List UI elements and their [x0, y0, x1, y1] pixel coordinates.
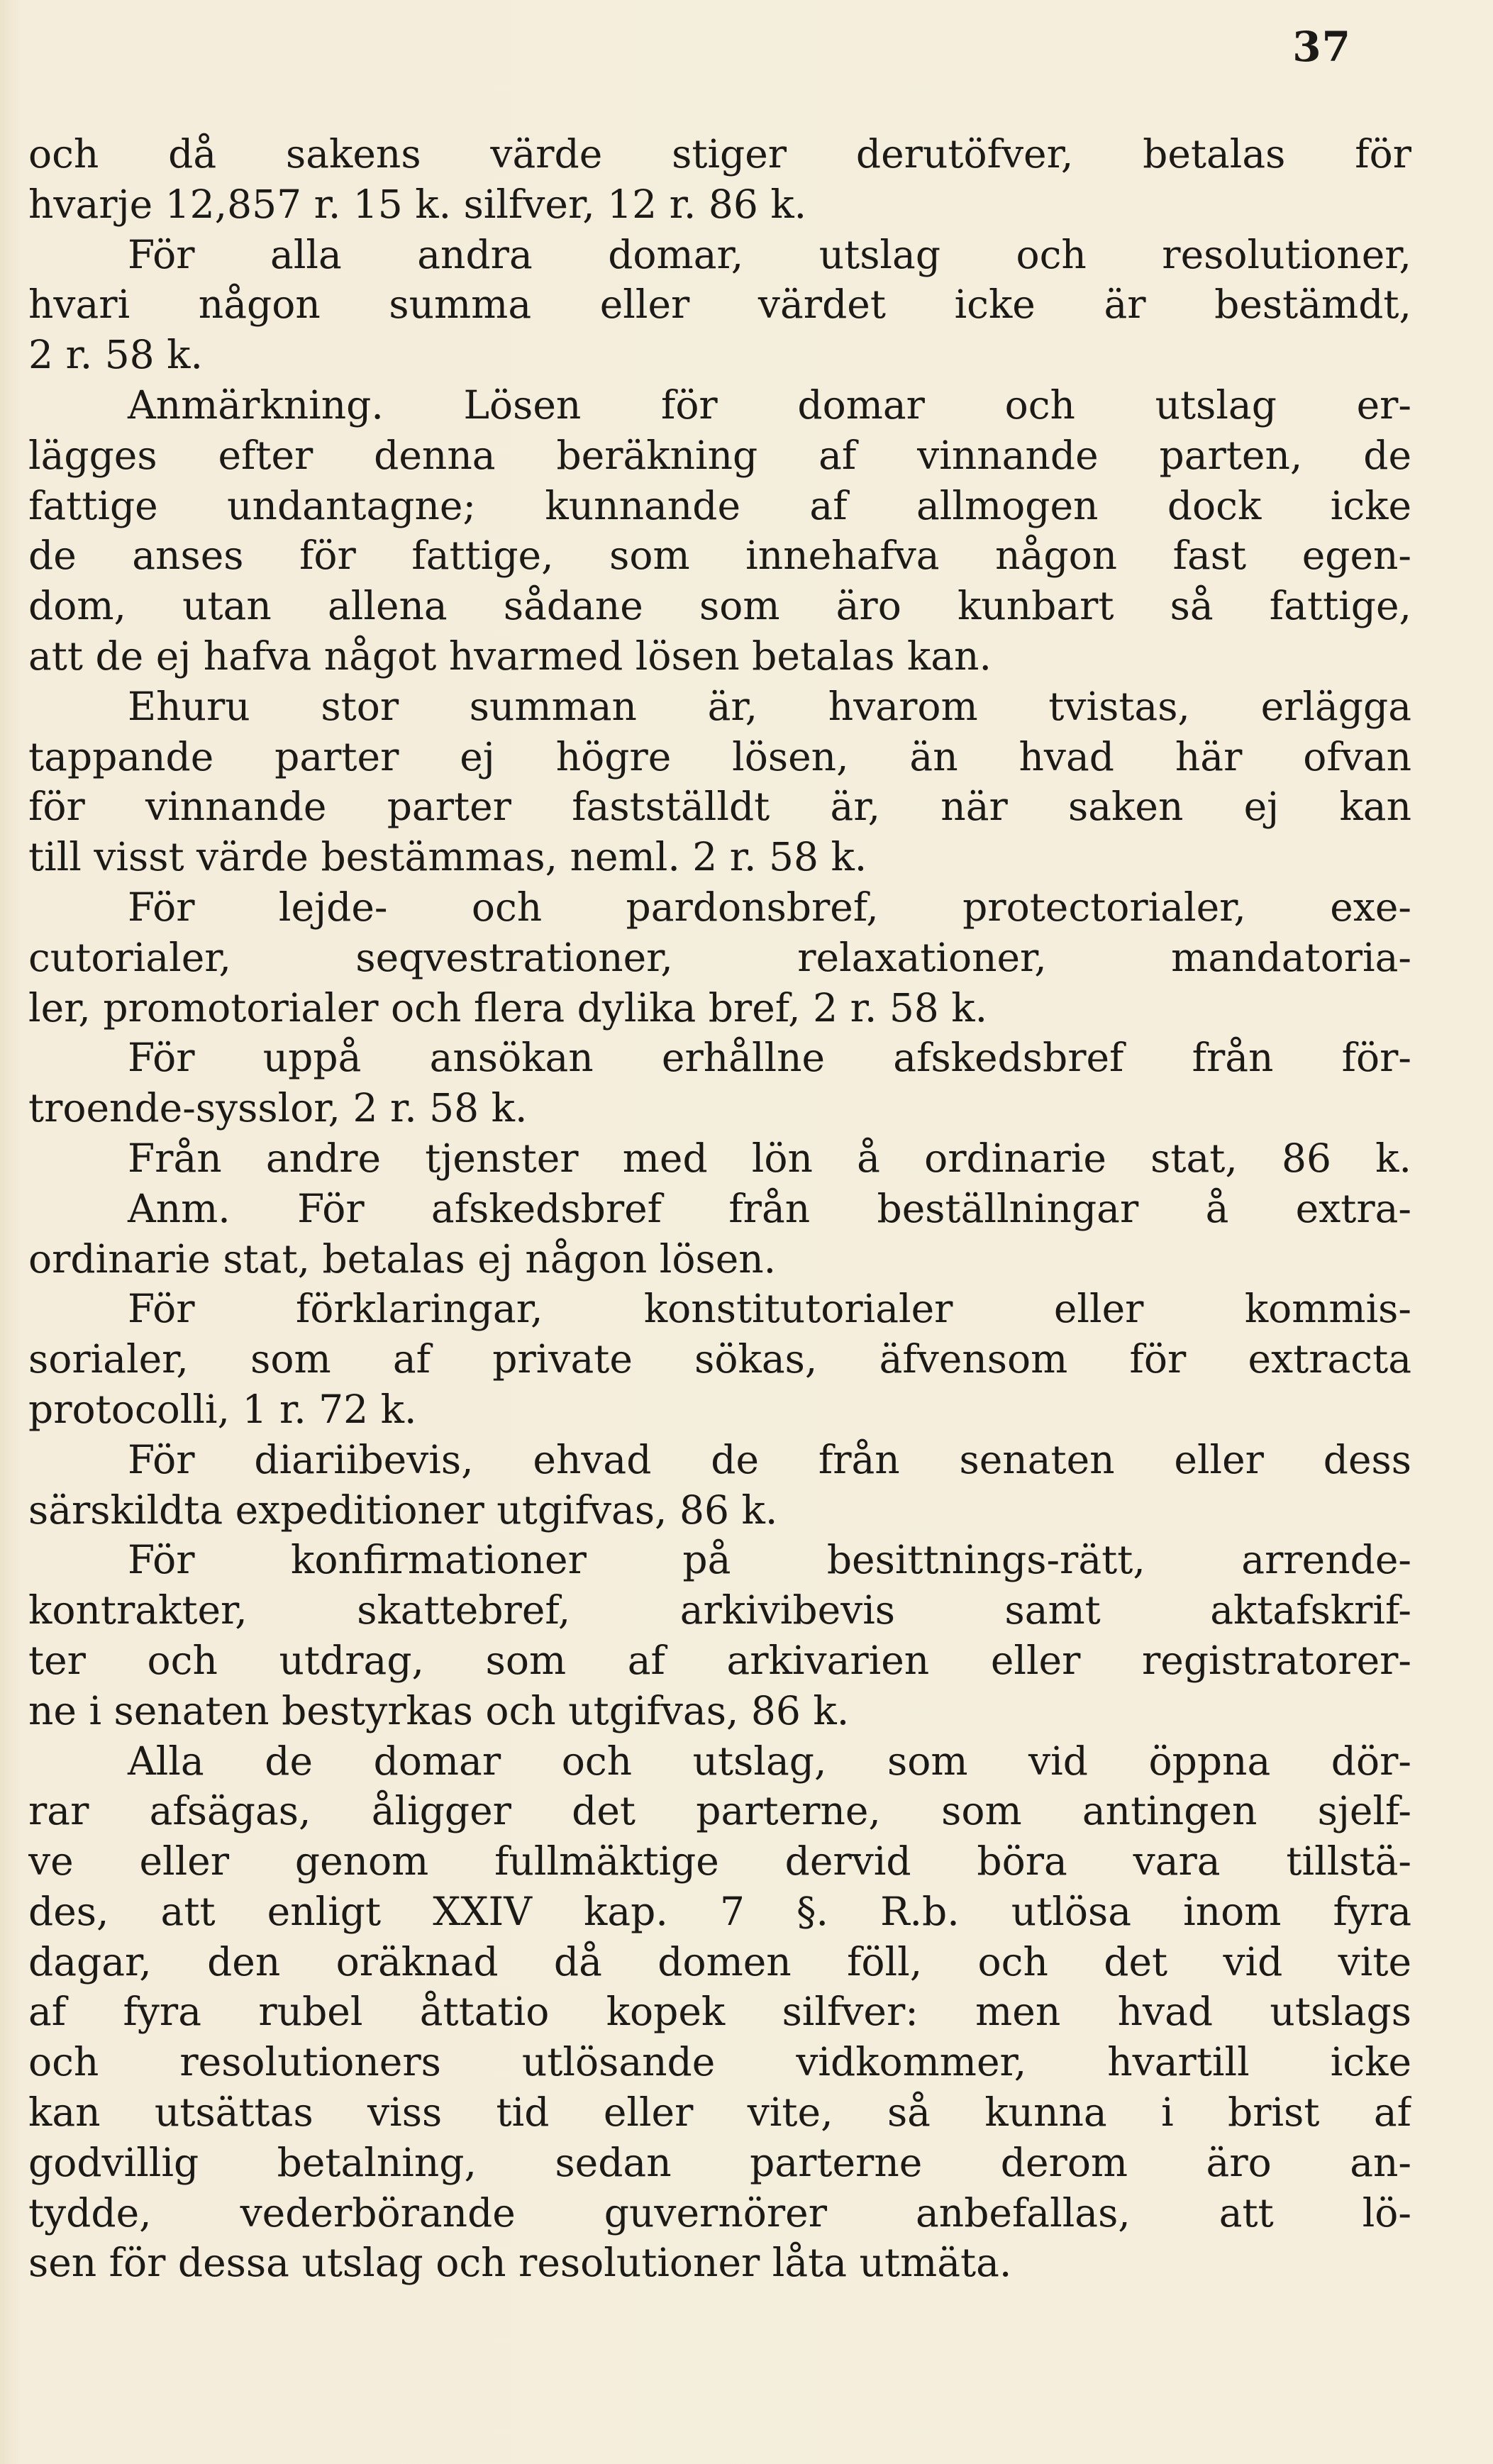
- text-line: kan utsättas viss tid eller vite, så kunna i brist af: [28, 2090, 1411, 2136]
- text-line: Anm. För afskedsbref från beställningar å extra-: [128, 1185, 1411, 1231]
- text-line: och resolutioners utlösande vidkommer, hvartill icke: [28, 2039, 1411, 2085]
- body-text: [28, 129, 1411, 2288]
- text-line: för vinnande parter fastställdt är, när saken ej kan: [28, 784, 1411, 830]
- text-line: godvillig betalning, sedan parterne derom äro an-: [28, 2139, 1411, 2185]
- text-line: särskildta expeditioner utgifvas, 86 k.: [28, 1487, 778, 1533]
- text-line: tydde, vederbörande guvernörer anbefallas, att lö-: [28, 2190, 1411, 2236]
- text-line: ordinarie stat, betalas ej någon lösen.: [28, 1236, 777, 1282]
- text-line: tappande parter ej högre lösen, än hvad här ofvan: [28, 733, 1411, 779]
- text-line: hvari någon summa eller värdet icke är bestämdt,: [28, 282, 1411, 328]
- text-line: des, att enligt XXIV kap. 7 §. R.b. utlösa inom fyra: [28, 1888, 1411, 1934]
- text-line: För diariibevis, ehvad de från senaten eller dess: [128, 1436, 1411, 1482]
- text-line: Ehuru stor summan är, hvarom tvistas, erlägga: [128, 683, 1411, 729]
- text-line: fattige undantagne; kunnande af allmogen dock icke: [28, 482, 1411, 528]
- text-line: ve eller genom fullmäktige dervid böra vara tillstä-: [28, 1838, 1411, 1885]
- text-line: ler, promotorialer och flera dylika bref, 2 r. 58 k.: [28, 984, 988, 1031]
- text-line: Anmärkning. Lösen för domar och utslag er-: [128, 382, 1411, 428]
- text-line: För förklaringar, konstitutorialer eller kommis-: [128, 1286, 1411, 1332]
- text-line: sorialer, som af private sökas, äfvensom för extracta: [28, 1336, 1411, 1382]
- text-line: För konfirmationer på besittnings-rätt, arrende-: [128, 1537, 1411, 1583]
- text-line: och då sakens värde stiger derutöfver, betalas för: [28, 131, 1411, 177]
- text-line: kontrakter, skattebref, arkivibevis samt aktafskrif-: [28, 1587, 1411, 1633]
- text-line: hvarje 12,857 r. 15 k. silfver, 12 r. 86 k.: [28, 181, 807, 227]
- text-line: 2 r. 58 k.: [28, 332, 203, 378]
- text-line: dagar, den oräknad då domen föll, och det vid vite: [28, 1938, 1411, 1985]
- text-line: protocolli, 1 r. 72 k.: [28, 1386, 417, 1432]
- text-line: de anses för fattige, som innehafva någon fast egen-: [28, 533, 1411, 579]
- page-number: 37: [1292, 23, 1351, 71]
- text-line: Alla de domar och utslag, som vid öppna dör-: [128, 1738, 1411, 1784]
- text-line: till visst värde bestämmas, neml. 2 r. 58 k.: [28, 834, 867, 880]
- text-line: rar afsägas, åligger det parterne, som antingen sjelf-: [28, 1788, 1411, 1834]
- text-line: ter och utdrag, som af arkivarien eller registratorer-: [28, 1637, 1411, 1683]
- text-line: För uppå ansökan erhållne afskedsbref från för-: [128, 1035, 1411, 1081]
- text-line: ne i senaten bestyrkas och utgifvas, 86 k.: [28, 1687, 850, 1733]
- text-line: För alla andra domar, utslag och resolutioner,: [128, 231, 1411, 277]
- text-line: sen för dessa utslag och resolutioner låta utmäta.: [28, 2240, 1012, 2286]
- text-line: lägges efter denna beräkning af vinnande parten, de: [28, 432, 1411, 478]
- text-line: troende-sysslor, 2 r. 58 k.: [28, 1085, 528, 1131]
- text-line: cutorialer, seqvestrationer, relaxationer, mandatoria-: [28, 934, 1411, 980]
- text-line: att de ej hafva något hvarmed lösen betalas kan.: [28, 633, 992, 679]
- text-line: Från andre tjenster med lön å ordinarie stat, 86 k.: [128, 1135, 1411, 1181]
- text-line: För lejde- och pardonsbref, protectorialer, exe-: [128, 884, 1411, 930]
- text-line: af fyra rubel åttatio kopek silfver: men hvad utslags: [28, 1989, 1411, 2035]
- text-line: dom, utan allena sådane som äro kunbart så fattige,: [28, 583, 1411, 629]
